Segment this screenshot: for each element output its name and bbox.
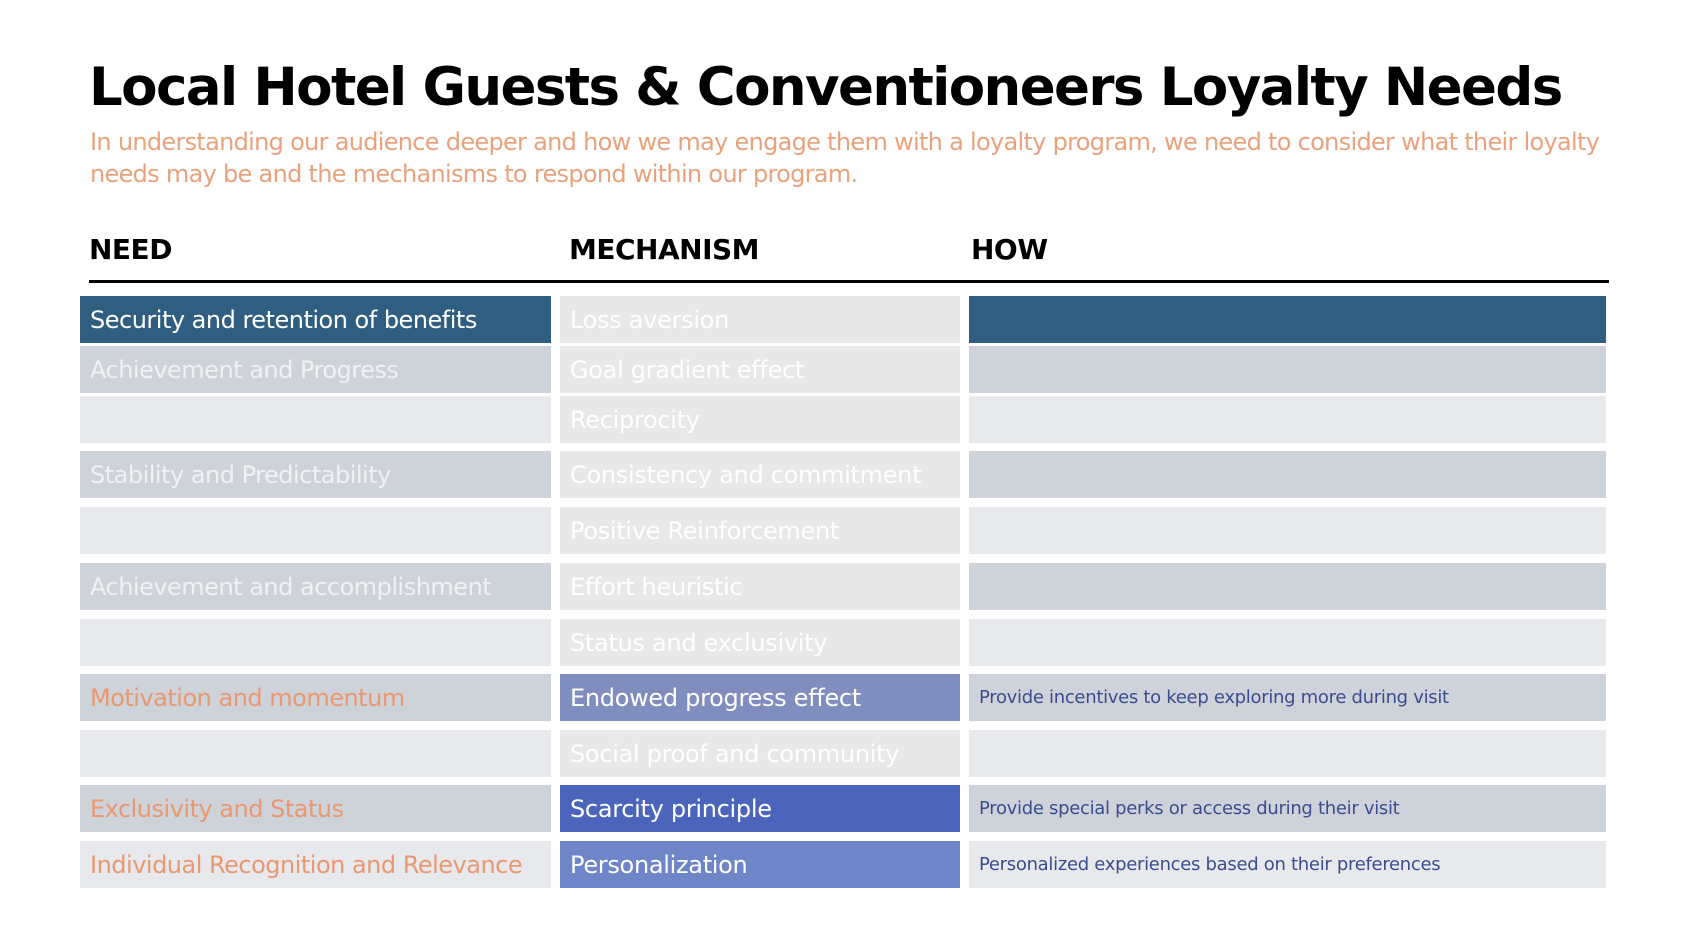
mechanism-cell: Scarcity principle [560,785,960,832]
need-cell [80,619,551,666]
table-row-8 [80,674,1606,721]
need-cell: Achievement and accomplishment [80,563,551,610]
need-cell: Motivation and momentum [80,674,551,721]
need-cell: Stability and Predictability [80,451,551,498]
how-cell: Provide incentives to keep exploring more during visit [969,674,1606,721]
table-row-3 [80,396,1606,443]
table-row-1 [80,296,1606,343]
how-cell [969,730,1606,777]
table-row-7 [80,619,1606,666]
how-cell [969,296,1606,343]
how-cell [969,507,1606,554]
mechanism-cell: Social proof and community [560,730,960,777]
need-cell: Exclusivity and Status [80,785,551,832]
mechanism-cell: Consistency and commitment [560,451,960,498]
need-cell: Individual Recognition and Relevance [80,841,551,888]
mechanism-cell: Status and exclusivity [560,619,960,666]
table-row-5 [80,507,1606,554]
table-row-6 [80,563,1606,610]
table-row-10 [80,785,1606,832]
header-divider [89,280,1609,283]
need-cell [80,507,551,554]
mechanism-cell: Loss aversion [560,296,960,343]
how-cell [969,451,1606,498]
need-cell: Security and retention of benefits [80,296,551,343]
mechanism-cell: Reciprocity [560,396,960,443]
mechanism-cell: Endowed progress effect [560,674,960,721]
mechanism-cell: Positive Reinforcement [560,507,960,554]
mechanism-cell: Goal gradient effect [560,346,960,393]
column-header-mechanism: MECHANISM [569,233,760,266]
how-cell: Personalized experiences based on their preferences [969,841,1606,888]
column-header-need: NEED [89,233,172,266]
how-cell [969,619,1606,666]
how-cell [969,346,1606,393]
mechanism-cell: Effort heuristic [560,563,960,610]
need-cell: Achievement and Progress [80,346,551,393]
need-cell [80,730,551,777]
table-row-4 [80,451,1606,498]
page-subtitle: In understanding our audience deeper and how we may engage them with a loyalty program, we need to consider what their loyalty needs may be and the mechanisms to respond within our program. [90,128,1600,188]
need-cell [80,396,551,443]
table-row-2 [80,346,1606,393]
how-cell [969,396,1606,443]
column-header-how: HOW [971,233,1048,266]
how-cell: Provide special perks or access during their visit [969,785,1606,832]
page-title: Local Hotel Guests & Conventioneers Loyalty Needs [89,57,1562,118]
table-row-11 [80,841,1606,888]
how-cell [969,563,1606,610]
mechanism-cell: Personalization [560,841,960,888]
table-row-9 [80,730,1606,777]
